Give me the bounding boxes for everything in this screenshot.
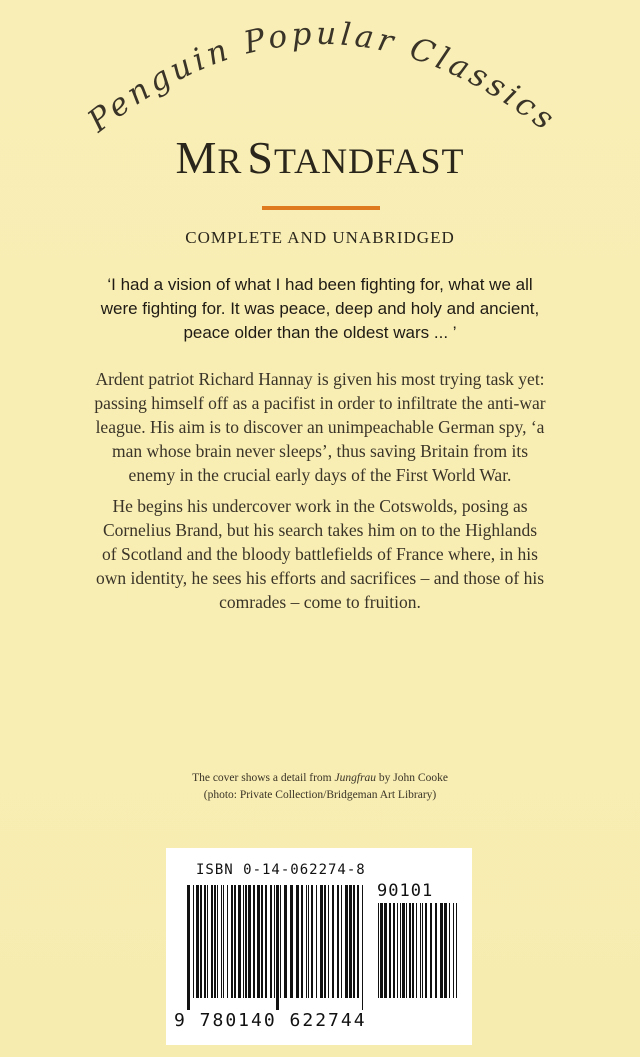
quote-block: [60, 273, 580, 345]
blurb-line: league. His aim is to discover an unimpeachable German spy, ‘a: [95, 417, 545, 437]
blurb-line: own identity, he sees his efforts and sacrifices – and those of his: [95, 568, 545, 588]
barcode-bar: [231, 885, 233, 998]
blurb-line: He begins his undercover work in the Cotswolds, posing as: [112, 496, 528, 516]
barcode-bar: [245, 885, 247, 998]
barcode-bar: [353, 885, 355, 998]
blurb-line: passing himself off as a pacifist in order to infiltrate the anti-war: [94, 393, 546, 413]
barcode-bar: [440, 903, 443, 998]
barcode-bar: [306, 885, 307, 998]
barcode-bar: [308, 885, 309, 998]
barcode-bar: [456, 903, 457, 998]
barcode-bar: [217, 885, 218, 998]
barcode-bar: [409, 903, 411, 998]
barcode-bar: [416, 903, 417, 998]
blurb-line: enemy in the crucial early days of the First World War.: [128, 465, 512, 485]
barcode-bar: [430, 903, 432, 998]
barcode-bar: [223, 885, 224, 998]
title-initial-2: S: [247, 132, 275, 183]
quote-line: peace older than the oldest wars ... ’: [183, 323, 457, 342]
barcode-bar: [389, 903, 391, 998]
blurb-line: Cornelius Brand, but his search takes him on to the Highlands: [102, 520, 538, 540]
blurb-paragraph-1: [64, 367, 576, 487]
ean-barcode: [187, 885, 367, 1010]
barcode-bar: [422, 903, 423, 998]
series-name: Penguin Popular Classics: [81, 15, 564, 140]
barcode-bar: [301, 885, 303, 998]
blurb-line: man whose brain never sleeps’, thus saving Britain from its: [111, 441, 529, 461]
barcode-bar: [296, 885, 299, 998]
barcode-bar: [420, 903, 421, 998]
barcode-bar: [187, 885, 190, 1010]
blurb-line: of Scotland and the bloody battlefields of France where, in his: [102, 544, 538, 564]
barcode-bar: [402, 903, 405, 998]
barcode-bar: [284, 885, 287, 998]
barcode-bar: [311, 885, 313, 998]
barcode-bar: [280, 885, 281, 998]
barcode-bar: [444, 903, 447, 998]
barcode-bar: [261, 885, 263, 998]
orange-rule: [262, 206, 380, 210]
barcode-bar: [270, 885, 272, 998]
barcode-bar: [341, 885, 342, 998]
blurb-paragraph-2: [64, 494, 576, 614]
blurb-line: Ardent patriot Richard Hannay is given his most trying task yet:: [95, 369, 545, 389]
barcode-bar: [453, 903, 454, 998]
title-initial-1: M: [175, 132, 218, 183]
barcode-bar: [337, 885, 339, 998]
barcode-bar: [332, 885, 334, 998]
barcode-bar: [211, 885, 213, 998]
blurb-line: comrades – come to fruition.: [219, 592, 421, 612]
isbn-number: ISBN 0-14-062274-8: [196, 862, 366, 878]
edition-label: COMPLETE AND UNABRIDGED: [185, 228, 455, 247]
quote-line: were fighting for. It was peace, deep and holy and ancient,: [100, 299, 540, 318]
barcode-bar: [393, 903, 395, 998]
quote-line: ‘I had a vision of what I had been fighting for, what we all: [107, 275, 533, 294]
barcode-bar: [449, 903, 450, 998]
barcode-bar: [435, 903, 437, 998]
barcode-bar: [248, 885, 251, 998]
book-title: [0, 128, 640, 199]
barcode-bar: [349, 885, 352, 998]
barcode-bar: [406, 903, 407, 998]
barcode-bar: [328, 885, 329, 998]
barcode-bar: [384, 903, 387, 998]
barcode-bar: [425, 903, 427, 998]
price-code: 90101: [377, 881, 434, 901]
credit-line-1: The cover shows a detail from Jungfrau by John Cooke: [192, 772, 448, 784]
barcode-bar: [400, 903, 401, 998]
barcode-bar: [253, 885, 255, 998]
barcode-bar: [265, 885, 267, 998]
addon-barcode: [378, 903, 462, 1010]
barcode-bar: [257, 885, 260, 998]
barcode-bar: [207, 885, 208, 998]
ean-digits: 9 780140 622744: [174, 1010, 367, 1031]
barcode-bar: [227, 885, 228, 998]
barcode-bar: [320, 885, 323, 998]
barcode-bar: [193, 885, 194, 998]
series-name-arc: [0, 0, 640, 140]
barcode-bar: [274, 885, 275, 998]
credit-work-title: Jungfrau: [334, 772, 377, 784]
barcode-bar: [238, 885, 241, 998]
barcode-bar: [243, 885, 244, 998]
barcode-bar: [316, 885, 317, 998]
barcode-bar: [204, 885, 206, 998]
barcode-bar: [324, 885, 326, 998]
barcode-bar: [200, 885, 202, 998]
barcode-bar: [378, 903, 379, 998]
cover-credit: [0, 770, 640, 804]
barcode-bar: [345, 885, 348, 998]
title-rest-2: TANDFAST: [274, 141, 465, 181]
barcode-bar: [290, 885, 293, 998]
barcode-bar: [221, 885, 222, 998]
barcode-bar: [276, 885, 279, 1010]
barcode-bar: [234, 885, 236, 998]
barcode-bar: [214, 885, 216, 998]
barcode-bar: [412, 903, 414, 998]
barcode-bar: [380, 903, 383, 998]
title-rest-1: R: [217, 141, 243, 181]
barcode-bar: [196, 885, 199, 998]
barcode-bar: [397, 903, 398, 998]
barcode-bar: [357, 885, 359, 998]
barcode-bar: [362, 885, 363, 1010]
credit-line-2: (photo: Private Collection/Bridgeman Art Library): [203, 789, 437, 801]
